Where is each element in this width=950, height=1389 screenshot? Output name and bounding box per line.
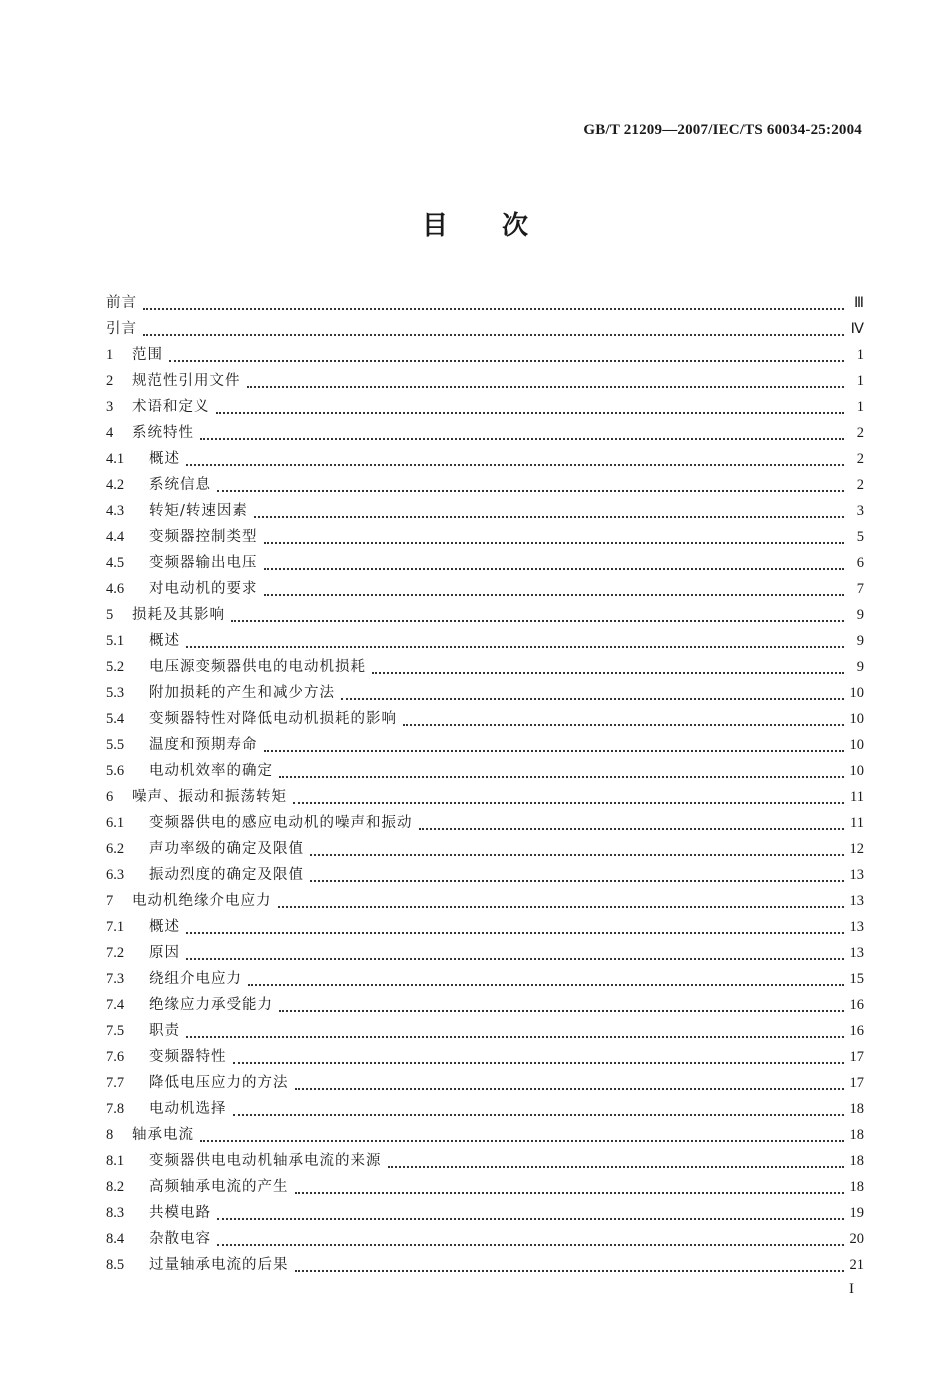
toc-entry-label: 轴承电流: [132, 1127, 194, 1143]
toc-entry-label: 附加损耗的产生和减少方法: [149, 685, 335, 701]
toc-entry-label: 对电动机的要求: [149, 581, 258, 597]
toc-entry[interactable]: [106, 1096, 864, 1122]
toc-entry[interactable]: [106, 810, 864, 836]
toc-entry-number: 4.2: [106, 477, 125, 493]
toc-leader-dots: [186, 957, 844, 960]
toc-leader-dots: [247, 385, 845, 388]
toc-entry-label: 温度和预期寿命: [149, 737, 258, 753]
toc-entry-label: 原因: [149, 945, 180, 961]
toc-entry[interactable]: [106, 290, 864, 316]
toc-entry[interactable]: [106, 940, 864, 966]
toc-leader-dots: [169, 359, 844, 362]
table-of-contents: [106, 290, 864, 1278]
toc-leader-dots: [388, 1165, 844, 1168]
toc-entry[interactable]: [106, 784, 864, 810]
toc-entry[interactable]: [106, 914, 864, 940]
toc-leader-dots: [186, 931, 844, 934]
toc-leader-dots: [279, 1009, 844, 1012]
toc-leader-dots: [264, 541, 845, 544]
toc-entry[interactable]: [106, 628, 864, 654]
toc-entry-number: 5.6: [106, 763, 125, 779]
toc-leader-dots: [264, 567, 845, 570]
page-folio: I: [849, 1281, 854, 1297]
toc-entry-label: 绕组介电应力: [149, 971, 242, 987]
toc-leader-dots: [233, 1113, 844, 1116]
toc-entry-label: 系统信息: [149, 477, 211, 493]
toc-entry-number: 5.3: [106, 685, 125, 701]
toc-entry[interactable]: [106, 1252, 864, 1278]
toc-entry-label: 电动机效率的确定: [149, 763, 273, 779]
toc-entry-number: 7.4: [106, 997, 125, 1013]
toc-entry-number: 4.6: [106, 581, 125, 597]
toc-entry-label: 概述: [149, 451, 180, 467]
toc-leader-dots: [217, 489, 844, 492]
toc-entry-page: 9: [856, 633, 864, 649]
toc-entry-page: 6: [856, 555, 864, 571]
toc-entry-label: 规范性引用文件: [132, 373, 241, 389]
toc-entry-page: 7: [856, 581, 864, 597]
toc-entry[interactable]: [106, 862, 864, 888]
toc-entry-page: 11: [850, 789, 864, 805]
toc-entry-number: 6: [106, 789, 114, 805]
toc-entry-page: 13: [849, 945, 864, 961]
toc-entry[interactable]: [106, 888, 864, 914]
toc-entry-page: 13: [849, 919, 864, 935]
toc-entry-page: 15: [849, 971, 864, 987]
toc-entry-label: 概述: [149, 633, 180, 649]
toc-entry-label: 电动机绝缘介电应力: [132, 893, 272, 909]
toc-leader-dots: [264, 749, 844, 752]
toc-entry-label: 概述: [149, 919, 180, 935]
toc-entry-page: 10: [849, 737, 864, 753]
toc-entry-page: 16: [849, 1023, 864, 1039]
toc-entry-label: 范围: [132, 347, 163, 363]
toc-entry-number: 7.7: [106, 1075, 125, 1091]
toc-entry-number: 5.2: [106, 659, 125, 675]
toc-leader-dots: [372, 671, 844, 674]
toc-entry-label: 杂散电容: [149, 1231, 211, 1247]
toc-entry-label: 过量轴承电流的后果: [149, 1257, 289, 1273]
toc-leader-dots: [143, 333, 844, 336]
toc-leader-dots: [278, 905, 844, 908]
toc-entry-number: 7.6: [106, 1049, 125, 1065]
toc-entry-number: 8: [106, 1127, 114, 1143]
toc-entry-page: 11: [850, 815, 864, 831]
toc-entry-label: 降低电压应力的方法: [149, 1075, 289, 1091]
toc-entry-label: 转矩/转速因素: [149, 503, 248, 519]
toc-entry-page: 9: [856, 607, 864, 623]
toc-leader-dots: [231, 619, 844, 622]
toc-entry[interactable]: [106, 836, 864, 862]
toc-entry[interactable]: [106, 1070, 864, 1096]
toc-entry-number: 8.4: [106, 1231, 125, 1247]
toc-leader-dots: [186, 463, 844, 466]
toc-entry[interactable]: [106, 602, 864, 628]
toc-entry-page: 21: [849, 1257, 864, 1273]
toc-entry[interactable]: [106, 758, 864, 784]
toc-entry-number: 7.5: [106, 1023, 125, 1039]
toc-leader-dots: [403, 723, 844, 726]
toc-entry-page: 19: [849, 1205, 864, 1221]
toc-entry-number: 6.2: [106, 841, 125, 857]
toc-entry[interactable]: [106, 1200, 864, 1226]
toc-entry-number: 7: [106, 893, 114, 909]
toc-entry-label: 前言: [106, 295, 137, 311]
toc-entry[interactable]: [106, 654, 864, 680]
toc-entry-page: 18: [849, 1127, 864, 1143]
toc-entry-number: 7.8: [106, 1101, 125, 1117]
toc-entry-number: 3: [106, 399, 114, 415]
toc-entry-label: 共模电路: [149, 1205, 211, 1221]
toc-entry-page: 18: [849, 1153, 864, 1169]
toc-leader-dots: [216, 411, 845, 414]
standard-code: GB/T 21209—2007/IEC/TS 60034-25:2004: [583, 122, 862, 138]
toc-entry-label: 引言: [106, 321, 137, 337]
toc-leader-dots: [200, 1139, 844, 1142]
toc-entry-page: Ⅲ: [854, 295, 864, 311]
toc-leader-dots: [200, 437, 844, 440]
toc-entry-number: 2: [106, 373, 114, 389]
toc-entry-page: Ⅳ: [850, 321, 864, 337]
toc-entry-label: 职责: [149, 1023, 180, 1039]
toc-entry-label: 振动烈度的确定及限值: [149, 867, 304, 883]
toc-entry-page: 2: [856, 425, 864, 441]
toc-leader-dots: [217, 1243, 844, 1246]
toc-entry[interactable]: [106, 576, 864, 602]
toc-entry[interactable]: [106, 1174, 864, 1200]
toc-leader-dots: [295, 1087, 844, 1090]
toc-leader-dots: [419, 827, 845, 830]
toc-entry-label: 系统特性: [132, 425, 194, 441]
toc-entry-label: 变频器特性对降低电动机损耗的影响: [149, 711, 397, 727]
toc-entry-label: 变频器供电的感应电动机的噪声和振动: [149, 815, 413, 831]
toc-entry-page: 12: [849, 841, 864, 857]
toc-entry-number: 4.1: [106, 451, 125, 467]
toc-entry-number: 7.1: [106, 919, 125, 935]
toc-entry-page: 13: [849, 867, 864, 883]
toc-leader-dots: [295, 1191, 844, 1194]
toc-leader-dots: [341, 697, 844, 700]
toc-leader-dots: [186, 1035, 844, 1038]
toc-entry-page: 1: [856, 373, 864, 389]
toc-entry-number: 7.2: [106, 945, 125, 961]
toc-leader-dots: [186, 645, 844, 648]
toc-entry[interactable]: [106, 550, 864, 576]
toc-entry-page: 10: [849, 685, 864, 701]
page-title: 目次: [421, 211, 582, 241]
toc-entry-label: 变频器供电电动机轴承电流的来源: [149, 1153, 382, 1169]
toc-entry-page: 3: [856, 503, 864, 519]
toc-entry-page: 2: [856, 477, 864, 493]
toc-leader-dots: [295, 1269, 844, 1272]
toc-entry-label: 电压源变频器供电的电动机损耗: [149, 659, 366, 675]
toc-entry-label: 噪声、振动和振荡转矩: [132, 789, 287, 805]
toc-entry-label: 电动机选择: [149, 1101, 227, 1117]
toc-leader-dots: [254, 515, 844, 518]
toc-entry-page: 1: [856, 347, 864, 363]
toc-entry-label: 绝缘应力承受能力: [149, 997, 273, 1013]
toc-entry[interactable]: [106, 706, 864, 732]
toc-entry-number: 7.3: [106, 971, 125, 987]
toc-entry-page: 13: [849, 893, 864, 909]
toc-entry[interactable]: [106, 732, 864, 758]
toc-leader-dots: [310, 879, 844, 882]
toc-entry-page: 2: [856, 451, 864, 467]
toc-entry-label: 声功率级的确定及限值: [149, 841, 304, 857]
toc-entry-number: 5.4: [106, 711, 125, 727]
toc-entry[interactable]: [106, 1226, 864, 1252]
toc-entry-number: 5.1: [106, 633, 125, 649]
toc-entry[interactable]: [106, 316, 864, 342]
toc-entry-number: 4.4: [106, 529, 125, 545]
toc-entry-page: 1: [856, 399, 864, 415]
toc-entry-number: 4.3: [106, 503, 125, 519]
toc-entry-number: 5.5: [106, 737, 125, 753]
toc-entry-page: 5: [856, 529, 864, 545]
toc-entry-number: 6.3: [106, 867, 125, 883]
toc-entry-number: 8.3: [106, 1205, 125, 1221]
toc-entry[interactable]: [106, 992, 864, 1018]
toc-entry[interactable]: [106, 966, 864, 992]
toc-leader-dots: [279, 775, 844, 778]
toc-entry[interactable]: [106, 680, 864, 706]
toc-entry-number: 6.1: [106, 815, 125, 831]
toc-entry[interactable]: [106, 524, 864, 550]
toc-entry[interactable]: [106, 420, 864, 446]
toc-entry[interactable]: [106, 1122, 864, 1148]
toc-entry-number: 8.5: [106, 1257, 125, 1273]
toc-entry-label: 变频器特性: [149, 1049, 227, 1065]
toc-entry-number: 5: [106, 607, 114, 623]
toc-entry-number: 4.5: [106, 555, 125, 571]
toc-entry-page: 17: [849, 1049, 864, 1065]
toc-entry[interactable]: [106, 472, 864, 498]
toc-entry-label: 损耗及其影响: [132, 607, 225, 623]
toc-entry-number: 1: [106, 347, 114, 363]
toc-entry-page: 10: [849, 763, 864, 779]
toc-entry-page: 18: [849, 1179, 864, 1195]
toc-entry-page: 10: [849, 711, 864, 727]
toc-entry[interactable]: [106, 498, 864, 524]
toc-entry[interactable]: [106, 1018, 864, 1044]
toc-entry-page: 18: [849, 1101, 864, 1117]
toc-leader-dots: [217, 1217, 844, 1220]
toc-entry[interactable]: [106, 446, 864, 472]
toc-entry-number: 8.1: [106, 1153, 125, 1169]
toc-leader-dots: [310, 853, 844, 856]
toc-leader-dots: [264, 593, 845, 596]
toc-entry-label: 术语和定义: [132, 399, 210, 415]
toc-leader-dots: [143, 307, 844, 310]
toc-leader-dots: [233, 1061, 844, 1064]
toc-entry[interactable]: [106, 342, 864, 368]
toc-entry-label: 变频器输出电压: [149, 555, 258, 571]
toc-entry-number: 4: [106, 425, 114, 441]
toc-entry-page: 17: [849, 1075, 864, 1091]
toc-entry-page: 9: [856, 659, 864, 675]
toc-entry-label: 变频器控制类型: [149, 529, 258, 545]
toc-leader-dots: [293, 801, 844, 804]
toc-entry-page: 16: [849, 997, 864, 1013]
toc-entry[interactable]: [106, 1044, 864, 1070]
toc-entry-page: 20: [849, 1231, 864, 1247]
toc-entry-number: 8.2: [106, 1179, 125, 1195]
toc-entry[interactable]: [106, 368, 864, 394]
toc-entry-label: 高频轴承电流的产生: [149, 1179, 289, 1195]
toc-entry[interactable]: [106, 1148, 864, 1174]
toc-entry[interactable]: [106, 394, 864, 420]
toc-leader-dots: [248, 983, 844, 986]
